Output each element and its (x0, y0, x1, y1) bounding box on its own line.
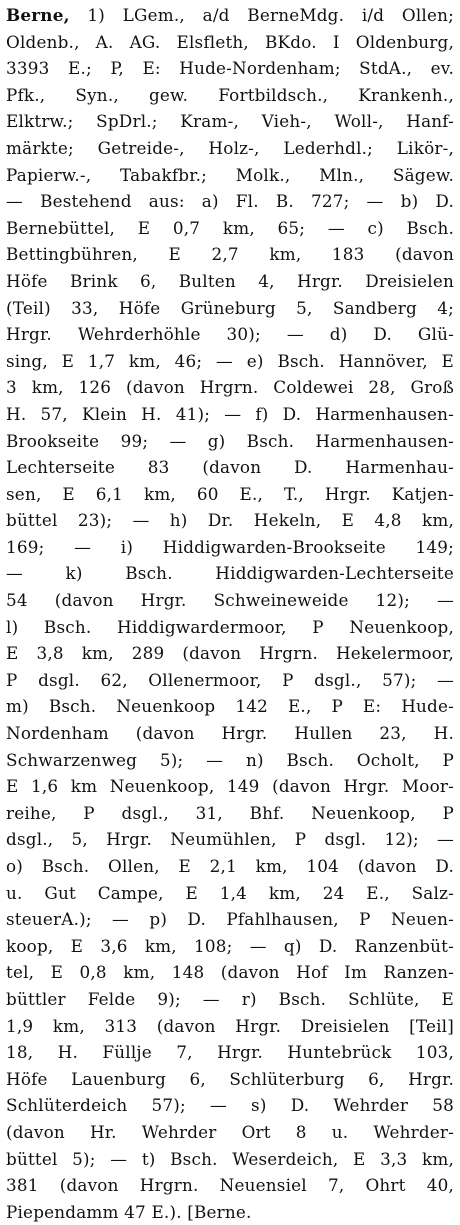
entry-line: dsgl., 5, Hrgr. Neumühlen, P dsgl. 12); — (6, 829, 454, 850)
entry-line: büttel 5); — t) Bsch. Weserdeich, E 3,3 km, (6, 1148, 454, 1169)
entry-line: märkte; Getreide-, Holz-, Lederhdl.; Likör-, (6, 137, 454, 158)
entry-line: büttel 23); — h) Dr. Hekeln, E 4,8 km, (6, 510, 454, 531)
entry-line: — k) Bsch. Hiddigwarden-Lechterseite (6, 563, 454, 584)
entry-line: 54 (davon Hrgr. Schweineweide 12); — (6, 590, 454, 611)
entry-line: Lechterseite 83 (davon D. Harmenhau- (6, 457, 454, 478)
entry-line: 1,9 km, 313 (davon Hrgr. Dreisielen [Teil] (6, 1015, 454, 1036)
entry-line: Schwarzenweg 5); — n) Bsch. Ocholt, P (6, 749, 454, 770)
entry-line: Hrgr. Wehrderhöhle 30); — d) D. Glü- (6, 324, 454, 345)
entry-line: sen, E 6,1 km, 60 E., T., Hrgr. Katjen- (6, 483, 454, 504)
entry-line: koop, E 3,6 km, 108; — q) D. Ranzenbüt- (6, 935, 454, 956)
entry-line: Berne, 1) LGem., a/d BerneMdg. i/d Ollen; (6, 5, 454, 25)
entry-line: reihe, P dsgl., 31, Bhf. Neuenkoop, P (6, 802, 454, 823)
entry-line: Elktrw.; SpDrl.; Kram-, Vieh-, Woll-, Hanf- (6, 111, 454, 132)
entry-line: o) Bsch. Ollen, E 2,1 km, 104 (davon D. (6, 856, 454, 876)
entry-line: 169; — i) Hiddigwarden-Brookseite 149; (6, 536, 454, 557)
entry-line: E 3,8 km, 289 (davon Hrgrn. Hekelermoor, (6, 643, 454, 664)
entry-line: P dsgl. 62, Ollenermoor, P dsgl., 57); — (6, 669, 454, 690)
entry-line: Bettingbühren, E 2,7 km, 183 (davon (6, 244, 454, 265)
entry-line: Höfe Lauenburg 6, Schlüterburg 6, Hrgr. (6, 1068, 454, 1089)
entry-line: Oldenb., A. AG. Elsfleth, BKdo. I Oldenburg, (6, 31, 454, 52)
entry-line: Schlüterdeich 57); — s) D. Wehrder 58 (6, 1095, 454, 1116)
entry-line: büttler Felde 9); — r) Bsch. Schlüte, E (6, 988, 454, 1009)
entry-line: l) Bsch. Hiddigwardermoor, P Neuenkoop, (6, 616, 454, 637)
entry-line: 3393 E.; P, E: Hude-Nordenham; StdA., ev. (6, 58, 454, 79)
entry-line: — Bestehend aus: a) Fl. B. 727; — b) D. (6, 191, 454, 212)
entry-line: H. 57, Klein H. 41); — f) D. Harmenhausen- (6, 403, 454, 424)
entry-line: Pfk., Syn., gew. Fortbildsch., Krankenh., (6, 84, 454, 105)
entry-line: 18, H. Füllje 7, Hrgr. Huntebrück 103, (6, 1042, 454, 1063)
entry-line: Papierw.-, Tabakfbr.; Molk., Mln., Sägew. (6, 164, 454, 185)
entry-line: u. Gut Campe, E 1,4 km, 24 E., Salz- (6, 882, 454, 903)
entry-line: Nordenham (davon Hrgr. Hullen 23, H. (6, 723, 454, 744)
entry-line: m) Bsch. Neuenkoop 142 E., P E: Hude- (6, 696, 454, 717)
entry-line: steuerA.); — p) D. Pfahlhausen, P Neuen- (6, 909, 454, 930)
entry-line: Piependamm 47 E.). [Berne. (6, 1201, 252, 1222)
entry-line: E 1,6 km Neuenkoop, 149 (davon Hrgr. Moor- (6, 776, 454, 797)
entry-line: (davon Hr. Wehrder Ort 8 u. Wehrder- (6, 1121, 454, 1142)
entry-line: Bernebüttel, E 0,7 km, 65; — c) Bsch. (6, 217, 454, 238)
entry-line: tel, E 0,8 km, 148 (davon Hof Im Ranzen- (6, 962, 454, 983)
entry-line: sing, E 1,7 km, 46; — e) Bsch. Hannöver, E (6, 350, 454, 371)
entry-line: (Teil) 33, Höfe Grüneburg 5, Sandberg 4; (6, 297, 454, 318)
entry-line: Höfe Brink 6, Bulten 4, Hrgr. Dreisielen (6, 270, 454, 291)
entry-line: 381 (davon Hrgrn. Neuensiel 7, Ohrt 40, (6, 1175, 454, 1196)
entry-line: Brookseite 99; — g) Bsch. Harmenhausen- (6, 430, 454, 451)
entry-headword: Berne, (6, 5, 70, 25)
entry-line: 3 km, 126 (davon Hrgrn. Coldewei 28, Groß (6, 377, 454, 398)
